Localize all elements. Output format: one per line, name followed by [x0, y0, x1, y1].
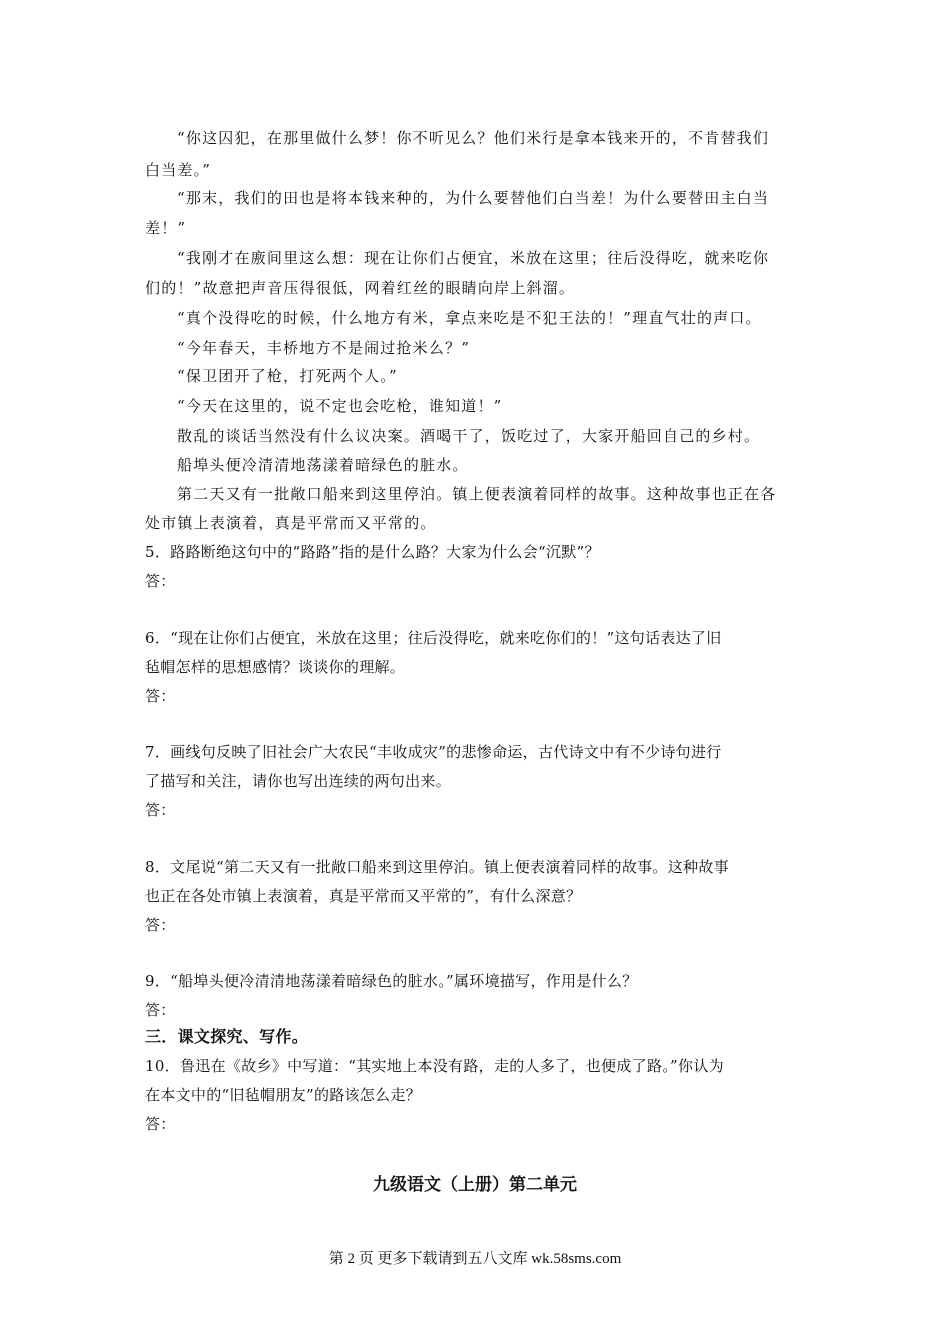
passage-line: 们的！”故意把声音压得很低，网着红丝的眼睛向岸上斜溜。 [145, 279, 576, 297]
passage-line: “那末，我们的田也是将本钱来种的，为什么要替他们白当差！为什么要替田主白当 [177, 189, 770, 207]
passage-line: “保卫团开了枪，打死两个人。” [177, 367, 398, 385]
page-footer: 第 2 页 更多下载请到五八文库 wk.58sms.com [328, 1251, 622, 1267]
passage-line: “你这囚犯，在那里做什么梦！你不听见么？他们米行是拿本钱来开的，不肯替我们 [177, 129, 770, 147]
passage-line: 处市镇上表演着，真是平常而又平常的。 [145, 514, 437, 532]
passage-line: “我刚才在廒间里这么想：现在让你们占便宜，米放在这里；往后没得吃，就来吃你 [177, 249, 770, 267]
question-7: 7．画线句反映了旧社会广大农民“丰收成灾”的悲惨命运，古代诗文中有不少诗句进行 [145, 743, 722, 761]
answer-label: 答： [145, 1001, 176, 1019]
passage-line: 白当差。” [145, 161, 212, 179]
section-heading: 三．课文探究、写作。 [145, 1027, 309, 1046]
answer-label: 答： [145, 916, 176, 934]
answer-label: 答： [145, 801, 176, 819]
passage-line: 船埠头便冷清清地荡漾着暗绿色的脏水。 [177, 456, 469, 474]
question-8: 8．文尾说“第二天又有一批敞口船来到这里停泊。镇上便表演着同样的故事。这种故事 [145, 858, 729, 876]
answer-label: 答： [145, 572, 176, 590]
question-8-cont: 也正在各处市镇上表演着，真是平常而又平常的”，有什么深意？ [145, 887, 582, 905]
question-6: 6．“现在让你们占便宜，米放在这里；往后没得吃，就来吃你们的！”这句话表达了旧 [145, 629, 722, 647]
question-10-cont: 在本文中的“旧毡帽朋友”的路该怎么走？ [145, 1086, 422, 1104]
passage-line: “今天在这里的，说不定也会吃枪，谁知道！” [177, 397, 503, 415]
passage-line: “真个没得吃的时候，什么地方有米，拿点来吃是不犯王法的！”理直气壮的声口。 [177, 309, 762, 327]
question-10: 10．鲁迅在《故乡》中写道：“其实地上本没有路，走的人多了，也便成了路。”你认为 [145, 1057, 724, 1075]
passage-line: 散乱的谈话当然没有什么议决案。酒喝干了，饭吃过了，大家开船回自己的乡村。 [177, 427, 761, 445]
answer-label: 答： [145, 687, 176, 705]
passage-line: 差！” [145, 219, 187, 237]
passage-line: “今年春天，丰桥地方不是闹过抢米么？” [177, 339, 471, 357]
unit-title: 九级语文（上册）第二单元 [373, 1175, 577, 1195]
question-7-cont: 了描写和关注，请你也写出连续的两句出来。 [145, 772, 452, 790]
question-6-cont: 毡帽怎样的思想感情？谈谈你的理解。 [145, 658, 406, 676]
question-9: 9．“船埠头便冷清清地荡漾着暗绿色的脏水。”属环境描写，作用是什么？ [145, 972, 638, 990]
question-5: 5．路路断绝这句中的“路路”指的是什么路？大家为什么会“沉默”？ [145, 543, 600, 561]
answer-label: 答： [145, 1115, 176, 1133]
passage-line: 第二天又有一批敞口船来到这里停泊。镇上便表演着同样的故事。这种故事也正在各 [177, 485, 777, 503]
